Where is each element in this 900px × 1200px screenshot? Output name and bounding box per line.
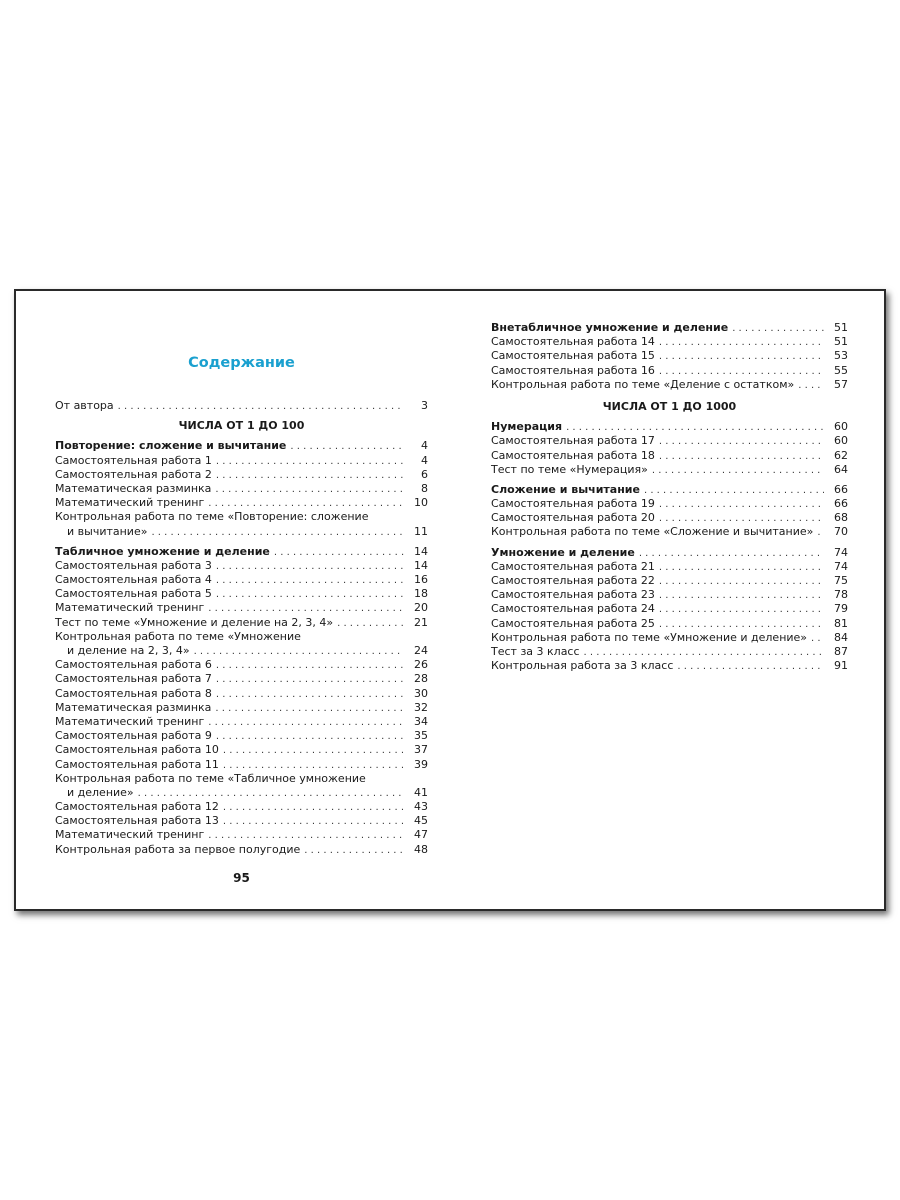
toc-row[interactable] [55,843,428,857]
leader-dots [223,759,404,773]
toc-page-number: 68 [834,511,848,525]
leader-dots [151,526,404,540]
leader-dots [215,483,404,497]
toc-row-long-cont[interactable] [55,525,428,539]
toc-label: Тест за 3 класс [491,644,580,658]
toc-label: Самостоятельная работа 21 [491,559,655,573]
leader-dots [817,526,824,540]
toc-page-number: 66 [834,497,848,511]
toc-row[interactable] [55,482,428,496]
toc-row[interactable] [55,758,428,772]
toc-label: Самостоятельная работа 14 [491,335,655,349]
leader-dots [223,801,404,815]
toc-row-long[interactable] [55,510,428,524]
toc-row[interactable] [55,672,428,686]
toc-label: Контрольная работа по теме «Сложение и вычитание» [491,525,814,539]
toc-label: Внетабличное умножение и деление [491,321,729,334]
leader-dots [677,660,824,674]
toc-row-intro[interactable] [55,399,428,413]
toc-label: Математическая разминка [55,481,212,495]
toc-label: Самостоятельная работа 19 [491,497,655,511]
section-heading: ЧИСЛА ОТ 1 ДО 100 [178,419,305,433]
page-title: Содержание [188,355,295,371]
toc-row[interactable] [491,434,848,448]
toc-label-line2: и деление» [67,785,134,799]
leader-dots [337,617,404,631]
toc-row[interactable] [491,631,848,645]
leader-dots [652,464,824,478]
leader-dots [659,365,824,379]
toc-page-number: 45 [414,814,428,828]
toc-page-number: 4 [421,453,428,467]
leader-dots [659,498,824,512]
toc-page-number: 87 [834,644,848,658]
toc-row[interactable] [491,497,848,511]
toc-row[interactable] [55,496,428,510]
toc-label: Самостоятельная работа 7 [55,672,212,686]
toc-label: Математический тренинг [55,828,205,842]
toc-page-number: 39 [414,757,428,771]
leader-dots [208,829,404,843]
toc-label: Сложение и вычитание [491,482,640,496]
leader-dots [215,702,404,716]
toc-page-number: 51 [834,335,848,349]
leader-dots [659,512,824,526]
toc-list-right [491,321,848,673]
toc-page-number: 48 [414,842,428,856]
leader-dots [216,730,404,744]
toc-row[interactable] [55,559,428,573]
leader-dots [216,688,404,702]
toc-page-number: 60 [834,420,848,434]
toc-page-number: 47 [414,828,428,842]
toc-row[interactable] [55,601,428,615]
toc-row[interactable] [55,814,428,828]
toc-page-number: 53 [834,349,848,363]
toc-label: Умножение и деление [491,545,635,559]
toc-row[interactable] [491,574,848,588]
toc-label: Самостоятельная работа 23 [491,588,655,602]
toc-page-number: 41 [414,785,428,799]
toc-label: Самостоятельная работа 15 [491,349,655,363]
toc-group [491,420,848,477]
toc-page-number: 21 [414,615,428,629]
toc-page-number: 37 [414,743,428,757]
toc-label: От автора [55,399,114,412]
toc-row-long-cont[interactable] [55,644,428,658]
toc-row[interactable] [491,645,848,659]
toc-page-number: 26 [414,658,428,672]
leader-dots [659,603,824,617]
leader-dots [216,574,404,588]
toc-label: Табличное умножение и деление [55,544,270,558]
toc-row[interactable] [491,483,848,497]
toc-page-number: 66 [834,482,848,496]
toc-page-number: 4 [421,439,428,453]
leader-dots [216,455,404,469]
toc-page-number: 8 [421,481,428,495]
toc-label: Самостоятельная работа 18 [491,448,655,462]
leader-dots [798,379,824,393]
toc-row[interactable] [55,729,428,743]
toc-page-number: 62 [834,448,848,462]
toc-page-number: 3 [421,399,428,412]
toc-row[interactable] [491,463,848,477]
toc-row[interactable] [55,545,428,559]
toc-label-line1: Контрольная работа по теме «Повторение: сложение [55,510,369,524]
toc-row[interactable] [55,743,428,757]
toc-label: Математический тренинг [55,601,205,615]
toc-page-number: 18 [414,587,428,601]
leader-dots [639,547,824,561]
toc-page-number: 10 [414,496,428,510]
leader-dots [216,588,404,602]
leader-dots [274,546,404,560]
toc-row[interactable] [491,349,848,363]
toc-label-line2: и деление на 2, 3, 4» [67,644,190,657]
toc-list-left [55,399,428,857]
toc-label: Самостоятельная работа 4 [55,573,212,587]
toc-label: Повторение: сложение и вычитание [55,439,287,453]
toc-page-number: 35 [414,729,428,743]
toc-label: Самостоятельная работа 17 [491,434,655,448]
toc-row[interactable] [55,715,428,729]
toc-row[interactable] [55,701,428,715]
toc-group [55,658,428,772]
leader-dots [208,716,404,730]
toc-label: Самостоятельная работа 3 [55,558,212,572]
leader-dots [644,484,824,498]
toc-row-long[interactable] [55,772,428,786]
toc-page-number: 32 [414,700,428,714]
section-heading: ЧИСЛА ОТ 1 ДО 1000 [602,399,737,413]
toc-label: Самостоятельная работа 2 [55,467,212,481]
toc-page-number: 55 [834,363,848,377]
toc-row[interactable] [55,828,428,842]
toc-row[interactable] [491,321,848,335]
toc-row[interactable] [491,420,848,434]
toc-group [491,546,848,674]
leader-dots [811,632,824,646]
toc-label: Самостоятельная работа 9 [55,729,212,743]
leader-dots [223,815,404,829]
toc-page-number: 11 [414,524,428,538]
leader-dots [659,350,824,364]
toc-label: Самостоятельная работа 22 [491,574,655,587]
leader-dots [216,673,404,687]
leader-dots [659,336,824,350]
toc-row[interactable] [55,454,428,468]
toc-page-number: 43 [414,800,428,814]
toc-label: Нумерация [491,420,563,434]
toc-page-number: 60 [834,434,848,448]
toc-page-number: 81 [834,616,848,630]
toc-row[interactable] [491,617,848,631]
toc-label: Контрольная работа по теме «Деление с остатком» [491,377,795,391]
toc-row[interactable] [491,335,848,349]
toc-page-number: 24 [414,644,428,657]
toc-page-number: 78 [834,588,848,602]
toc-label: Самостоятельная работа 5 [55,587,212,601]
leader-dots [216,469,404,483]
leader-dots [223,744,404,758]
book-spread [14,289,886,911]
leader-dots [659,618,824,632]
toc-row[interactable] [491,546,848,560]
leader-dots [659,435,824,449]
toc-label: Тест по теме «Умножение и деление на 2, 3, 4» [55,615,334,629]
toc-group [55,439,428,510]
leader-dots [732,322,824,336]
toc-page-number: 70 [834,525,848,539]
leader-dots [194,645,404,659]
page-number-folio: 95 [233,871,250,885]
toc-row[interactable] [55,616,428,630]
leader-dots [659,561,824,575]
toc-group [55,800,428,857]
toc-label: Математический тренинг [55,496,205,510]
toc-row[interactable] [55,800,428,814]
toc-group [491,483,848,540]
toc-page-number: 6 [421,467,428,481]
leader-dots [118,400,404,414]
toc-row-long[interactable] [55,630,428,644]
toc-page-number: 14 [414,558,428,572]
toc-label: Самостоятельная работа 6 [55,658,212,672]
toc-row[interactable] [491,659,848,673]
toc-label: Тест по теме «Нумерация» [491,462,648,476]
toc-label-line2: и вычитание» [67,524,148,538]
toc-page-number: 74 [834,559,848,573]
leader-dots [659,450,824,464]
toc-row[interactable] [491,449,848,463]
toc-label: Контрольная работа по теме «Умножение и деление» [491,630,808,644]
toc-row[interactable] [491,511,848,525]
toc-page-number: 57 [834,377,848,391]
toc-label: Самостоятельная работа 8 [55,686,212,700]
toc-row[interactable] [55,439,428,453]
leader-dots [208,497,404,511]
leader-dots [138,787,404,801]
leader-dots [566,421,824,435]
leader-dots [304,844,404,858]
toc-page-number: 34 [414,714,428,728]
leader-dots [659,589,824,603]
toc-label: Самостоятельная работа 20 [491,511,655,525]
leader-dots [584,646,824,660]
toc-page-number: 51 [834,321,848,334]
toc-row[interactable] [491,560,848,574]
toc-label: Самостоятельная работа 16 [491,363,655,377]
toc-page-number: 79 [834,602,848,616]
toc-group [491,321,848,392]
leader-dots [208,602,404,616]
toc-label: Математический тренинг [55,714,205,728]
leader-dots [216,659,404,673]
toc-page-number: 74 [834,545,848,559]
toc-label: Контрольная работа за 3 класс [491,659,674,673]
toc-page-number: 20 [414,601,428,615]
toc-page-number: 30 [414,686,428,700]
toc-label: Самостоятельная работа 10 [55,743,219,757]
toc-row[interactable] [55,587,428,601]
toc-label: Математическая разминка [55,700,212,714]
toc-label-line1: Контрольная работа по теме «Табличное умножение [55,771,366,785]
toc-row[interactable] [491,378,848,392]
toc-page-number: 16 [414,573,428,587]
toc-page-number: 91 [834,659,848,673]
toc-label: Самостоятельная работа 24 [491,602,655,616]
leader-dots [290,440,404,454]
toc-row[interactable] [491,525,848,539]
toc-label: Самостоятельная работа 11 [55,757,219,771]
toc-label: Самостоятельная работа 25 [491,616,655,630]
toc-row-long-cont[interactable] [55,786,428,800]
toc-label: Самостоятельная работа 12 [55,800,219,814]
toc-page-number: 28 [414,672,428,686]
leader-dots [659,575,824,589]
toc-row[interactable] [55,658,428,672]
toc-page-number: 84 [834,630,848,644]
toc-page-number: 75 [834,574,848,587]
toc-page-number: 14 [414,544,428,558]
toc-label: Контрольная работа за первое полугодие [55,842,301,856]
toc-row[interactable] [55,687,428,701]
toc-row[interactable] [491,588,848,602]
toc-row[interactable] [491,602,848,616]
toc-row[interactable] [55,573,428,587]
toc-page-number: 64 [834,462,848,476]
toc-label-line1: Контрольная работа по теме «Умножение [55,629,301,643]
toc-row[interactable] [55,468,428,482]
toc-group [55,545,428,630]
toc-label: Самостоятельная работа 1 [55,453,212,467]
toc-row[interactable] [491,364,848,378]
toc-label: Самостоятельная работа 13 [55,814,219,828]
leader-dots [216,560,404,574]
